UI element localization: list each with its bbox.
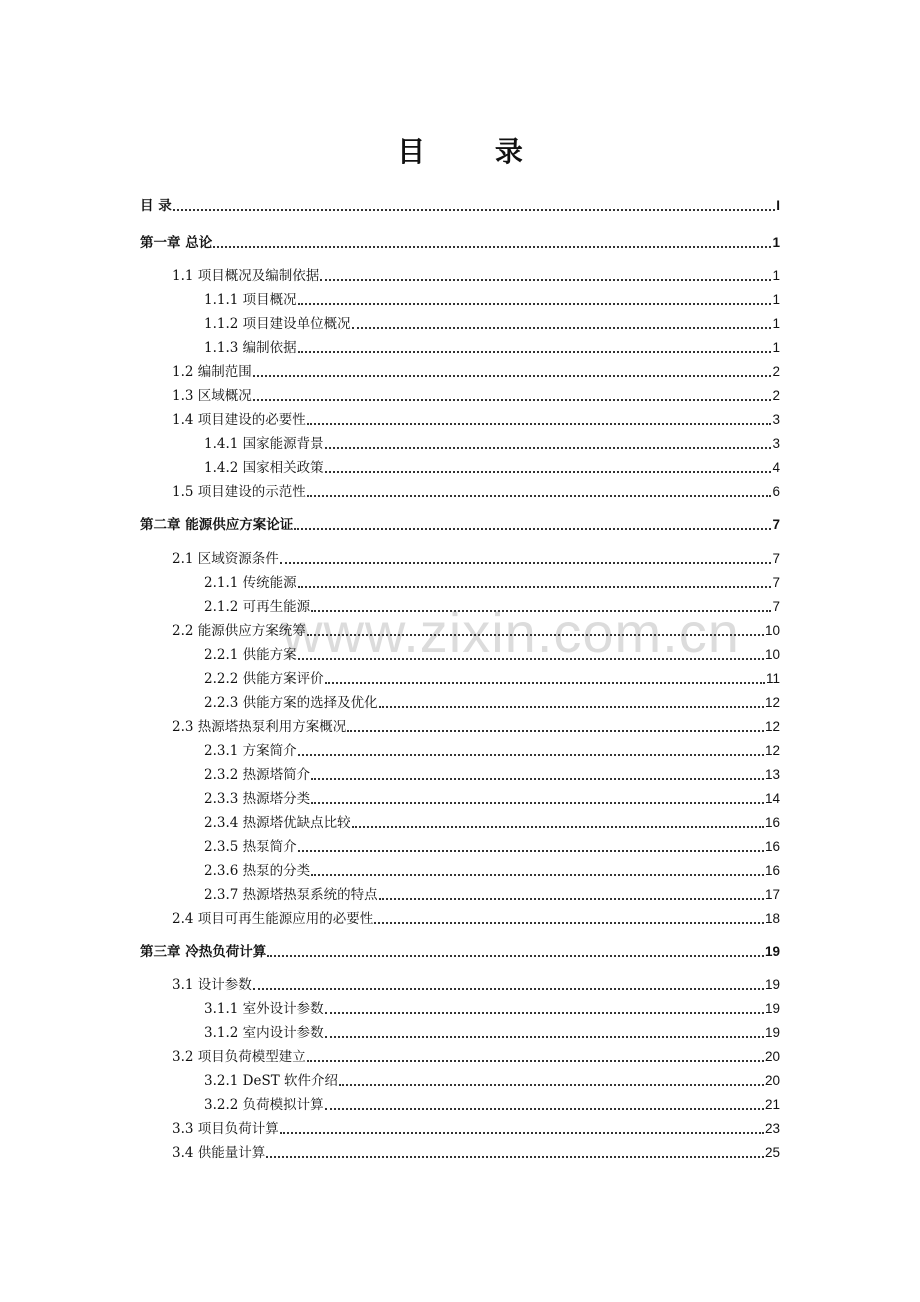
toc-entry-page: 10 [764, 647, 780, 662]
dot-leader [298, 648, 764, 660]
toc-entry-page: 18 [764, 911, 780, 926]
dot-leader [325, 437, 772, 449]
dot-leader [325, 1098, 764, 1110]
toc-entry-title: 2.3.3 热源塔分类 [204, 791, 311, 807]
toc-entry-page: 16 [764, 863, 780, 878]
toc-entry-title: 1.1 项目概况及编制依据 [172, 268, 320, 284]
toc-entry[interactable] [204, 593, 780, 615]
toc-entry-title: 2.3.7 热源塔热泵系统的特点 [204, 887, 378, 903]
toc-entry-page: 19 [764, 977, 780, 992]
toc-entry-page: 21 [764, 1097, 780, 1112]
toc-entry[interactable] [172, 358, 780, 380]
toc-entry-title: 2.3 热源塔热泵利用方案概况 [172, 719, 347, 735]
toc-entry[interactable] [204, 785, 780, 807]
dot-leader [320, 269, 771, 281]
dot-leader [311, 768, 764, 780]
toc-entry-page: 16 [764, 815, 780, 830]
dot-leader [307, 413, 772, 425]
toc-entry[interactable] [204, 1067, 780, 1089]
toc-entry-page: 3 [772, 436, 780, 451]
dot-leader [267, 945, 764, 957]
toc-entry[interactable] [140, 511, 780, 533]
dot-leader [311, 600, 771, 612]
toc-entry[interactable] [204, 1091, 780, 1113]
dot-leader [352, 317, 772, 329]
dot-leader [311, 864, 764, 876]
toc-entry-title: 3.4 供能量计算 [172, 1145, 266, 1161]
toc-entry-title: 3.1 设计参数 [172, 977, 252, 993]
toc-entry-title: 1.5 项目建设的示范性 [172, 484, 306, 500]
toc-entry-title: 1.2 编制范围 [172, 364, 252, 380]
dot-leader [280, 1122, 764, 1134]
toc-entry-title: 3.2.1 DeST 软件介绍 [204, 1073, 338, 1089]
toc-entry-page: 19 [764, 944, 780, 959]
dot-leader [307, 624, 764, 636]
toc-entry[interactable] [204, 286, 780, 308]
dot-leader [374, 912, 764, 924]
toc-entry-page: 19 [764, 1001, 780, 1016]
toc-entry[interactable] [204, 430, 780, 452]
dot-leader [298, 293, 772, 305]
toc-entry-title: 1.3 区域概况 [172, 388, 252, 404]
toc-entry[interactable] [172, 1043, 780, 1065]
toc-entry[interactable] [204, 857, 780, 879]
dot-leader [213, 236, 771, 248]
toc-entry-page: 2 [772, 364, 780, 379]
toc-entry-page: 7 [772, 551, 780, 566]
toc-entry[interactable] [204, 995, 780, 1017]
toc-entry-title: 2.3.6 热泵的分类 [204, 863, 311, 879]
dot-leader [339, 1074, 764, 1086]
dot-leader [352, 816, 764, 828]
dot-leader [173, 199, 776, 211]
toc-entry-title: 第三章 冷热负荷计算 [140, 944, 267, 960]
dot-leader [266, 1146, 764, 1158]
dot-leader [298, 744, 764, 756]
toc-entry-page: 20 [764, 1073, 780, 1088]
dot-leader [379, 696, 764, 708]
toc-entry[interactable] [172, 478, 780, 500]
toc-entry-title: 2.2.3 供能方案的选择及优化 [204, 695, 378, 711]
toc-entry-page: 7 [772, 599, 780, 614]
toc-entry-title: 2.2 能源供应方案统筹 [172, 623, 306, 639]
toc-entry[interactable] [172, 406, 780, 428]
toc-entry[interactable] [172, 545, 780, 567]
toc-entry-page: 16 [764, 839, 780, 854]
toc-entry-title: 3.1.2 室内设计参数 [204, 1025, 324, 1041]
toc-entry-page: 12 [764, 695, 780, 710]
toc-entry-page: 3 [772, 412, 780, 427]
toc-entry-title: 3.2.2 负荷模拟计算 [204, 1097, 324, 1113]
toc-entry-title: 2.2.2 供能方案评价 [204, 671, 324, 687]
toc-entry[interactable] [204, 761, 780, 783]
toc-entry[interactable] [204, 1019, 780, 1041]
toc-entry-title: 3.3 项目负荷计算 [172, 1121, 279, 1137]
toc-entry-page: 1 [772, 316, 780, 331]
toc-entry-page: 25 [764, 1145, 780, 1160]
toc-entry-title: 2.3.1 方案简介 [204, 743, 297, 759]
toc-entry-page: 19 [764, 1025, 780, 1040]
toc-entry-page: 17 [764, 887, 780, 902]
toc-entry-title: 2.2.1 供能方案 [204, 647, 297, 663]
toc-entry-title: 2.3.4 热源塔优缺点比较 [204, 815, 351, 831]
toc-entry[interactable] [172, 1139, 780, 1161]
toc-entry[interactable] [204, 737, 780, 759]
toc-entry[interactable] [172, 713, 780, 735]
toc-entry-page: 2 [772, 388, 780, 403]
toc-entry[interactable] [140, 229, 780, 251]
dot-leader [298, 341, 772, 353]
toc-entry[interactable] [172, 262, 780, 284]
toc-entry-page: 1 [772, 292, 780, 307]
dot-leader [253, 978, 764, 990]
toc-entry[interactable] [204, 454, 780, 476]
dot-leader [325, 1026, 764, 1038]
dot-leader [325, 672, 765, 684]
watermark: www.zixin.com.cn [282, 601, 740, 664]
toc-entry-title: 第二章 能源供应方案论证 [140, 517, 294, 533]
toc-entry[interactable] [172, 905, 780, 927]
toc-entry[interactable] [204, 881, 780, 903]
toc-entry-title: 3.1.1 室外设计参数 [204, 1001, 324, 1017]
toc-entry-page: 12 [764, 743, 780, 758]
dot-leader [298, 840, 764, 852]
dot-leader [307, 485, 772, 497]
toc-entry-page: I [776, 198, 780, 213]
toc-entry-title: 目 录 [140, 198, 172, 214]
toc-entry[interactable] [204, 833, 780, 855]
toc-entry-page: 1 [772, 268, 780, 283]
toc-entry[interactable] [204, 665, 780, 687]
toc-entry-title: 2.1 区域资源条件 [172, 551, 279, 567]
toc-entry-page: 13 [764, 767, 780, 782]
toc-entry[interactable] [204, 310, 780, 332]
toc-entry[interactable] [204, 641, 780, 663]
toc-entry[interactable] [172, 617, 780, 639]
toc-entry-page: 4 [772, 460, 780, 475]
toc-entry-title: 1.1.2 项目建设单位概况 [204, 316, 351, 332]
dot-leader [253, 389, 772, 401]
toc-entry-page: 6 [772, 484, 780, 499]
toc-entry-page: 1 [772, 235, 780, 250]
toc-entry-title: 2.3.5 热泵简介 [204, 839, 297, 855]
dot-leader [307, 1050, 764, 1062]
page-title: 目 录 [397, 135, 553, 168]
toc-entry-page: 14 [764, 791, 780, 806]
toc-entry[interactable] [204, 809, 780, 831]
dot-leader [294, 518, 771, 530]
dot-leader [298, 576, 772, 588]
toc-entry[interactable] [204, 569, 780, 591]
toc-entry-title: 3.2 项目负荷模型建立 [172, 1049, 306, 1065]
toc-entry-page: 10 [764, 623, 780, 638]
toc-entry-title: 第一章 总论 [140, 235, 213, 251]
toc-entry-title: 2.4 项目可再生能源应用的必要性 [172, 911, 374, 927]
toc-entry-page: 23 [764, 1121, 780, 1136]
toc-entry-title: 2.3.2 热源塔简介 [204, 767, 311, 783]
toc-entry-page: 20 [764, 1049, 780, 1064]
dot-leader [311, 792, 764, 804]
toc-entry-page: 1 [772, 340, 780, 355]
toc-entry[interactable] [140, 938, 780, 960]
toc-entry[interactable] [204, 689, 780, 711]
toc-entry-page: 7 [772, 575, 780, 590]
toc-entry-page: 7 [772, 517, 780, 532]
dot-leader [347, 720, 764, 732]
toc-entry[interactable] [204, 334, 780, 356]
toc-entry-title: 1.4.1 国家能源背景 [204, 436, 324, 452]
toc-entry[interactable] [140, 192, 780, 214]
toc-entry-title: 1.4.2 国家相关政策 [204, 460, 324, 476]
toc-entry-title: 2.1.2 可再生能源 [204, 599, 311, 615]
toc-entry[interactable] [172, 971, 780, 993]
dot-leader [325, 461, 772, 473]
dot-leader [379, 888, 764, 900]
toc-entry-page: 11 [765, 671, 780, 686]
toc-entry[interactable] [172, 1115, 780, 1137]
dot-leader [325, 1002, 764, 1014]
toc-entry-title: 1.4 项目建设的必要性 [172, 412, 306, 428]
toc-entry-title: 1.1.3 编制依据 [204, 340, 297, 356]
dot-leader [280, 552, 772, 564]
toc-entry[interactable] [172, 382, 780, 404]
dot-leader [253, 365, 772, 377]
toc-entry-title: 1.1.1 项目概况 [204, 292, 297, 308]
toc-entry-title: 2.1.1 传统能源 [204, 575, 297, 591]
toc-entry-page: 12 [764, 719, 780, 734]
